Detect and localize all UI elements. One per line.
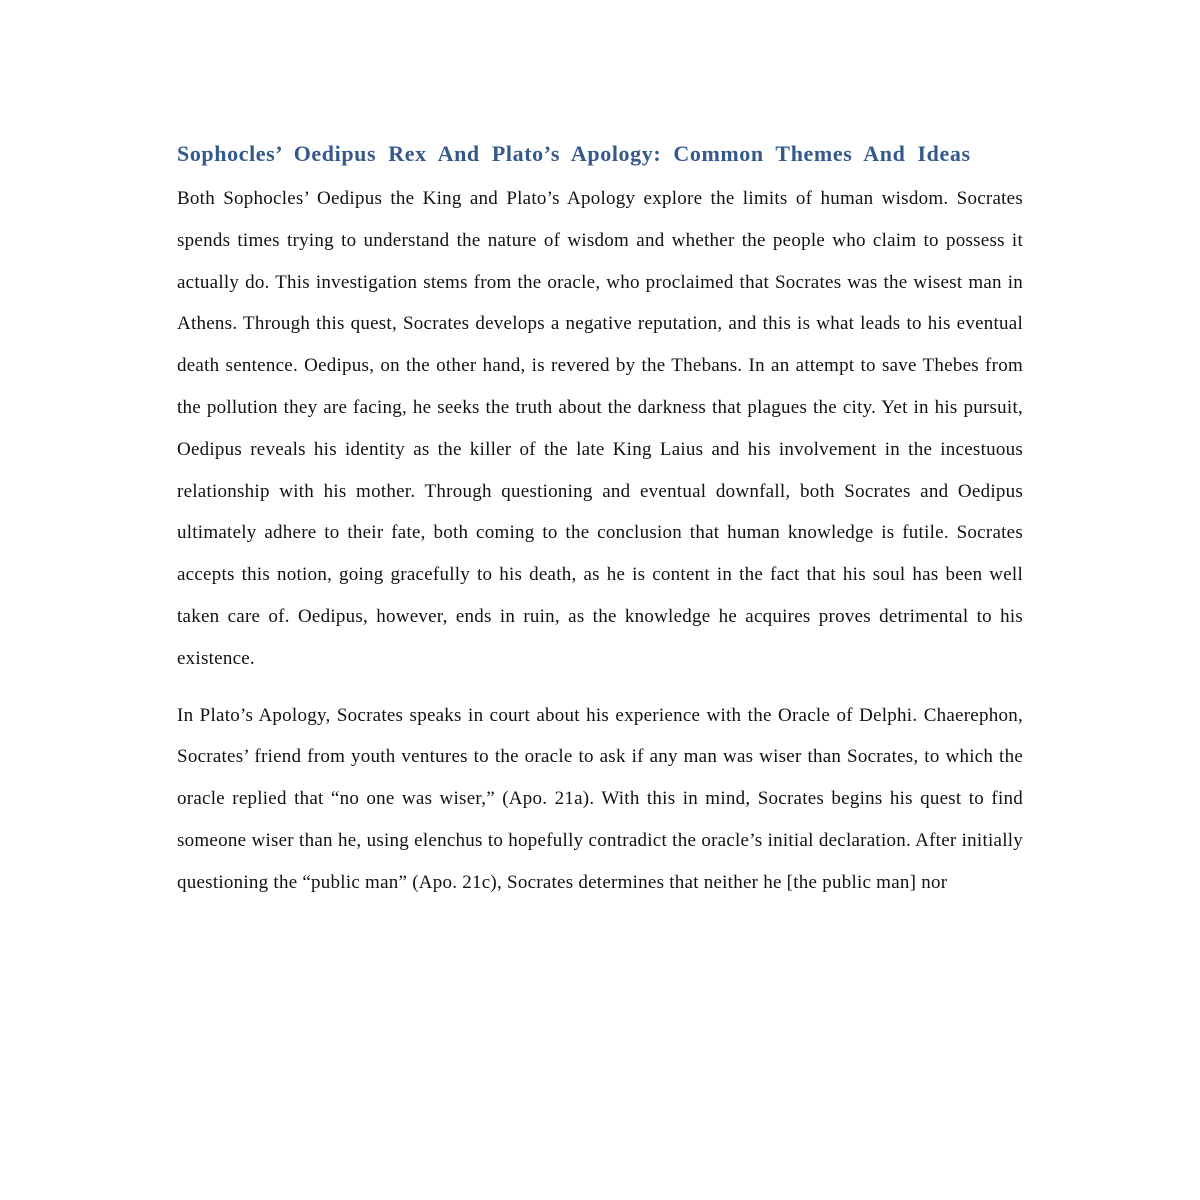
document-title: Sophocles’ Oedipus Rex And Plato’s Apology: Common Themes And Ideas: [177, 141, 971, 166]
document-page: [177, 130, 1023, 904]
paragraph: In Plato’s Apology, Socrates speaks in court about his experience with the Oracle of Delphi. Chaerephon, Socrates’ friend from youth ventures to the oracle to ask if any man was wiser than Socrates, to which the oracle replied that “no one was wiser,” (Apo. 21a). With this in mind, Socrates begins his quest to find someone wiser than he, using elenchus to hopefully contradict the oracle’s initial declaration. After initially questioning the “public man” (Apo. 21c), Socrates determines that neither he [the public man] nor: [177, 704, 1023, 893]
paragraph: Both Sophocles’ Oedipus the King and Plato’s Apology explore the limits of human wisdom. Socrates spends times trying to understand the nature of wisdom and whether the people who claim to possess it actually do. This investigation stems from the oracle, who proclaimed that Socrates was the wisest man in Athens. Through this quest, Socrates develops a negative reputation, and this is what leads to his eventual death sentence. Oedipus, on the other hand, is revered by the Thebans. In an attempt to save Thebes from the pollution they are facing, he seeks the truth about the darkness that plagues the city. Yet in his pursuit, Oedipus reveals his identity as the killer of the late King Laius and his involvement in the incestuous relationship with his mother. Through questioning and eventual downfall, both Socrates and Oedipus ultimately adhere to their fate, both coming to the conclusion that human knowledge is futile. Socrates accepts this notion, going gracefully to his death, as he is content in the fact that his soul has been well taken care of. Oedipus, however, ends in ruin, as the knowledge he acquires proves detrimental to his existence.: [177, 188, 1023, 669]
